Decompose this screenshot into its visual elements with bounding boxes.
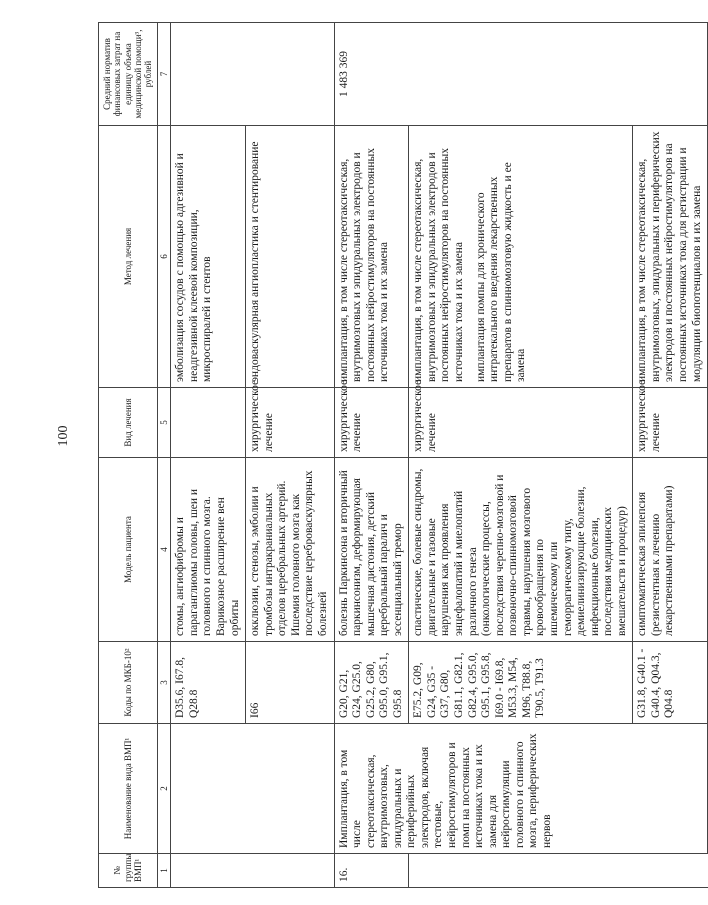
codes-cell: E75.2, G09, G24, G35 - G37, G80, G81.1, G82.1, G82.4, G95.0, G95.1, G95.8, I69.0 - I69.8, M53.3, M54, M96, T88.8, T90.5, T91.3 bbox=[409, 642, 633, 724]
treatment-cell: хирургическое лечение bbox=[633, 388, 708, 458]
treatment-cell: хирургическое лечение bbox=[246, 388, 334, 458]
header-group: № группы ВМП¹ bbox=[99, 854, 158, 888]
name-cell bbox=[246, 724, 334, 854]
model-cell: стомы, ангиофибромы и параганглиомы головы, шеи и головного и спинного мозга. Варикозное расширение вен орбиты bbox=[171, 458, 246, 642]
column-number: 5 bbox=[157, 388, 171, 458]
group-cell bbox=[171, 854, 246, 888]
header-method: Метод лечения bbox=[99, 126, 158, 388]
column-number: 6 bbox=[157, 126, 171, 388]
header-row bbox=[99, 23, 158, 888]
codes-cell: G20, G21, G24, G25.0, G25.2, G80, G95.0, G95.1, G95.8 bbox=[334, 642, 409, 724]
treatment-cell: хирургическое лечение bbox=[334, 388, 409, 458]
column-number: 3 bbox=[157, 642, 171, 724]
cost-cell bbox=[171, 23, 246, 126]
column-number: 7 bbox=[157, 23, 171, 126]
method-cell: имплантация, в том числе стереотаксическая, внутримозговых, эпидуральных и периферических электродов и постоянных нейростимуляторов на постоянных источниках тока для регистрации и модуляции биопотенциалов и их замена bbox=[633, 126, 708, 388]
header-codes: Коды по МКБ-10² bbox=[99, 642, 158, 724]
method-cell: эмболизация сосудов с помощью адгезивной и неадгезивной клеевой композиции, микроспиралей и стентов bbox=[171, 126, 246, 388]
page-number: 100 bbox=[56, 425, 71, 447]
treatment-cell: хирургическое лечение bbox=[409, 388, 633, 458]
model-cell: окклюзии, стенозы, эмболии и тромбозы интракраниальных отделов церебральных артерий. Ишемия головного мозга как последствие цереброваскулярных болезней bbox=[246, 458, 334, 642]
rotated-sheet bbox=[98, 0, 703, 888]
method-cell bbox=[409, 126, 633, 388]
group-cell bbox=[409, 854, 633, 888]
codes-cell: G31.8, G40.1 - G40.4, Q04.3, Q04.8 bbox=[633, 642, 708, 724]
vmp-table bbox=[98, 22, 708, 888]
table-row bbox=[171, 23, 246, 888]
name-cell bbox=[171, 724, 246, 854]
model-cell: спастические, болевые синдромы, двигательные и тазовые нарушения как проявления энцефалопатий и миелопатий различного генеза (онкологические процессы, последствия черепно-мозговой и позвоночно-спинномозговой травмы, нарушения мозгового кровообращения по ишемическому или геморрагическому типу, демиелинизирующие болезни, инфекционные болезни, последствия медицинских вмешательств и процедур) bbox=[409, 458, 633, 642]
table-row bbox=[334, 23, 409, 888]
method-text: имплантация, в том числе стереотаксическая, внутримозговых и эпидуральных электродов и постоянных нейростимуляторов на постоянных источниках тока и их замена bbox=[412, 147, 466, 382]
method-cell: эндоваскулярная ангиопластика и стентирование bbox=[246, 126, 334, 388]
method-cell: имплантация, в том числе стереотаксическая, внутримозговых и эпидуральных электродов и постоянных нейростимуляторов на постоянных источниках тока и их замена bbox=[334, 126, 409, 388]
method-text-2: имплантация помпы для хронического интратекального введения лекарственных препаратов в спинномозговую жидкость и ее замена bbox=[474, 162, 528, 382]
table-row bbox=[246, 23, 334, 888]
column-number: 4 bbox=[157, 458, 171, 642]
codes-cell: D35.6, I67.8, Q28.8 bbox=[171, 642, 246, 724]
header-model: Модель пациента bbox=[99, 458, 158, 642]
header-name: Наименование вида ВМП¹ bbox=[99, 724, 158, 854]
column-number: 1 bbox=[157, 854, 171, 888]
cost-cell bbox=[246, 23, 334, 126]
codes-cell: I66 bbox=[246, 642, 334, 724]
header-treatment: Вид лечения bbox=[99, 388, 158, 458]
header-cost: Средний норматив финансовых затрат на единицу объема медицинской помощи³, рублей bbox=[99, 23, 158, 126]
treatment-cell bbox=[171, 388, 246, 458]
group-cell bbox=[633, 854, 708, 888]
name-cell: Имплантация, в том числе стереотаксическая, внутримозговых, эпидуральных и периферийных электродов, включая тестовые, нейростимуляторов и помп на постоянных источниках тока и их замена для нейростимуляции головного и спинного мозга, периферических нервов bbox=[334, 724, 708, 854]
cost-cell: 1 483 369 bbox=[334, 23, 708, 126]
model-cell: симптоматическая эпилепсия (резистентная к лечению лекарственными препаратами) bbox=[633, 458, 708, 642]
model-cell: болезнь Паркинсона и вторичный паркинсонизм, деформирующая мышечная дистония, детский церебральный паралич и эссенциальный тремор bbox=[334, 458, 409, 642]
group-cell: 16. bbox=[334, 854, 409, 888]
column-number: 2 bbox=[157, 724, 171, 854]
column-number-row bbox=[157, 23, 171, 888]
group-cell bbox=[246, 854, 334, 888]
